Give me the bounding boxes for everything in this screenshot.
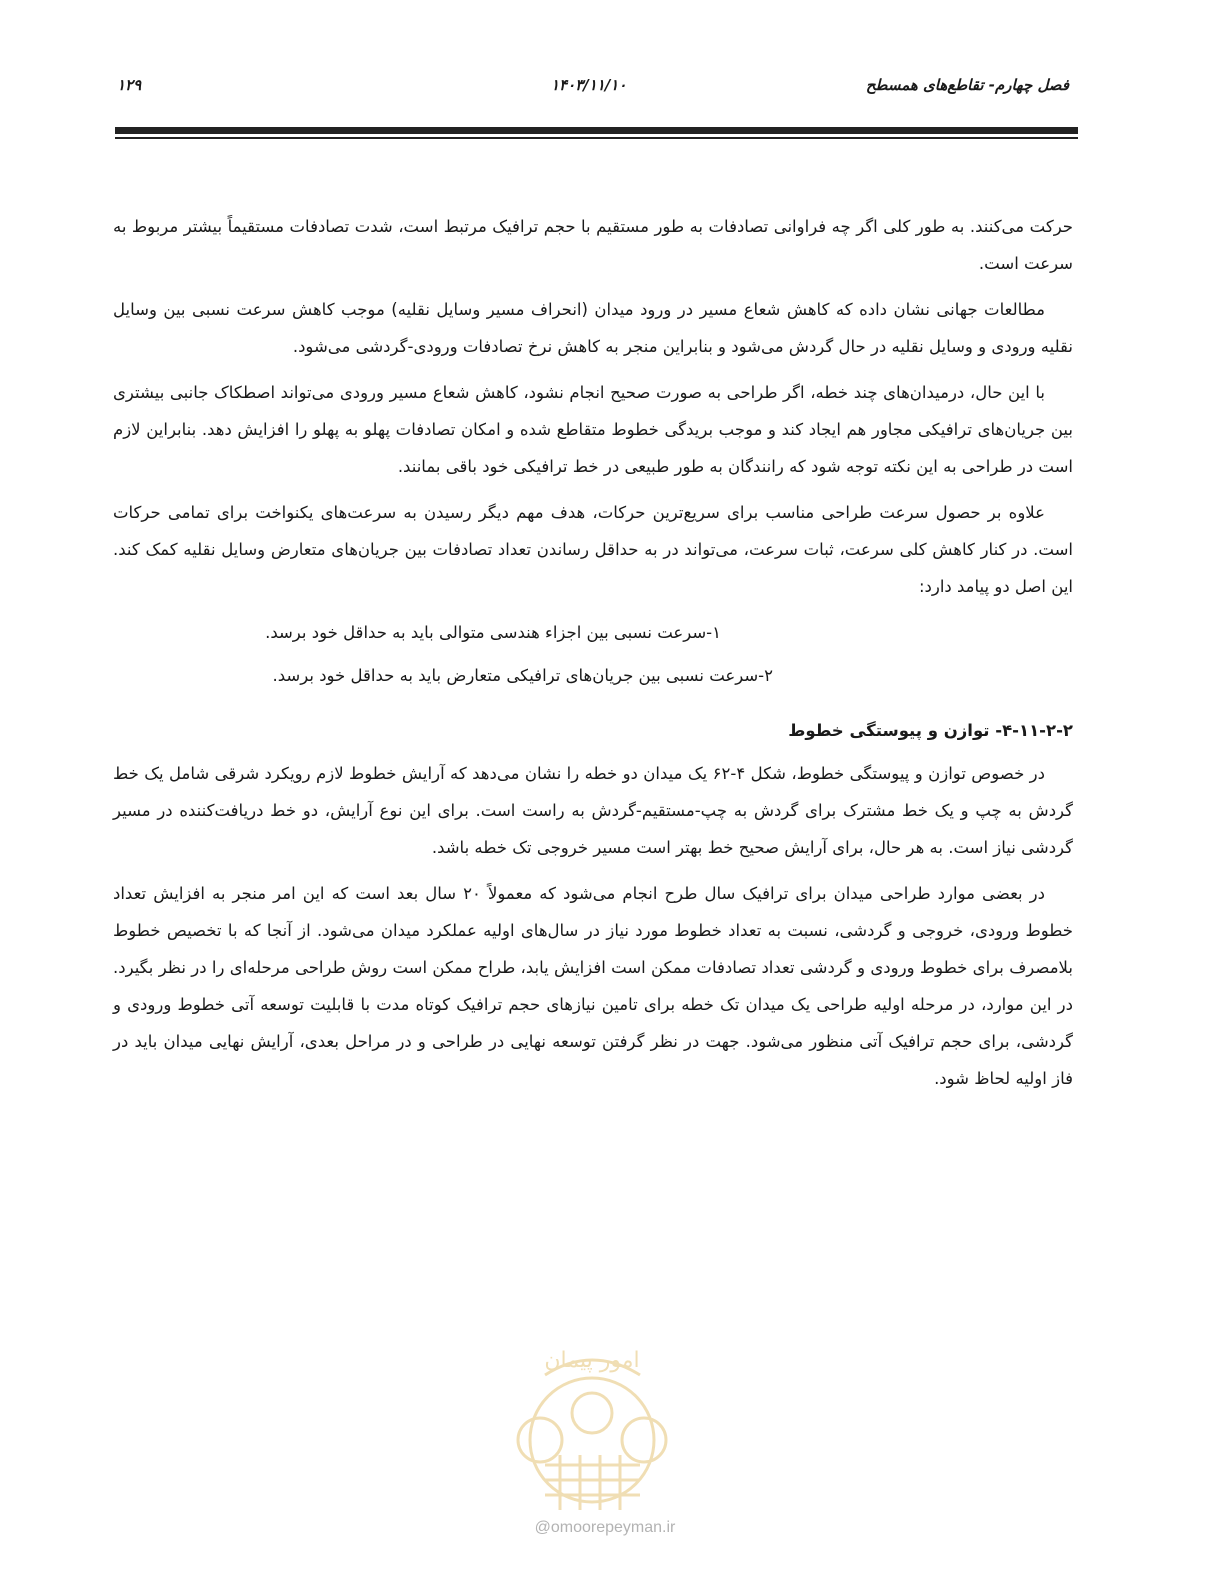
- list-item: ۱-سرعت نسبی بین اجزاء هندسی متوالی باید به حداقل خود برسد.: [265, 623, 721, 642]
- paragraph: حرکت می‌کنند. به طور کلی اگر چه فراوانی تصادفات به طور مستقیم با حجم ترافیک مرتبط است، شدت تصادفات مستقیماً بیشتر مربوط به سرعت است.: [113, 217, 1073, 273]
- header-date: ۱۴۰۳/۱۱/۱۰: [551, 76, 627, 94]
- paragraph: علاوه بر حصول سرعت طراحی مناسب برای سریع‌ترین حرکات، هدف مهم دیگر رسیدن به سرعت‌های یکنواخت برای تمامی حرکات است. در کنار کاهش کلی سرعت، ثبات سرعت، می‌تواند در به حداقل رساندن تعداد تصادفات بین جریان‌های متعارض وسایل نقلیه کمک کند. این اصل دو پیامد دارد:: [113, 503, 1073, 596]
- watermark-url-text: omoorepeyman.ir: [550, 1519, 676, 1536]
- list-item: ۲-سرعت نسبی بین جریان‌های ترافیکی متعارض باید به حداقل خود برسد.: [272, 666, 773, 685]
- page-number: ۱۲۹: [117, 76, 142, 94]
- watermark-logo-text: امور پیمان: [544, 1348, 640, 1373]
- paragraph: با این حال، درمیدان‌های چند خطه، اگر طراحی به صورت صحیح انجام نشود، کاهش شعاع مسیر ورودی می‌تواند اصطکاک جانبی بیشتری بین جریان‌های ترافیکی مجاور هم ایجاد کند و موجب بریدگی خطوط متقاطع شده و امکان تصادفات پهلو به پهلو را افزایش دهد. بنابراین لازم است در طراحی به این نکته توجه شود که رانندگان به طور طبیعی در خط ترافیکی خود باقی بمانند.: [113, 383, 1073, 476]
- header-rule-thick: [115, 127, 1078, 134]
- section-heading: ۴-۱۱-۲-۲- توازن و پیوستگی خطوط: [788, 721, 1073, 740]
- chapter-title: فصل چهارم- تقاطع‌های همسطح: [865, 76, 1069, 94]
- watermark-url: [500, 1519, 710, 1537]
- watermark-logo-icon: [485, 1345, 700, 1530]
- header-rule-thin: [115, 137, 1078, 139]
- at-icon: @: [534, 1519, 551, 1536]
- paragraph: در خصوص توازن و پیوستگی خطوط، شکل ۴-۶۲ یک میدان دو خطه را نشان می‌دهد که آرایش خطوط لازم رویکرد شرقی شامل یک خط گردش به چپ و یک خط مشترک برای گردش به چپ-مستقیم-گردش به راست است. برای این نوع آرایش، دو خط دریافت‌کننده در مسیر گردشی نیاز است. به هر حال، برای آرایش صحیح خط بهتر است مسیر خروجی تک خطه باشد.: [113, 764, 1073, 857]
- paragraph: در بعضی موارد طراحی میدان برای ترافیک سال طرح انجام می‌شود که معمولاً ۲۰ سال بعد است که این امر منجر به افزایش تعداد خطوط ورودی، خروجی و گردشی، نسبت به تعداد خطوط مورد نیاز در سال‌های اولیه عملکرد میدان می‌شود. از آنجا که با تخصیص خطوط بلامصرف برای خطوط ورودی و گردشی تعداد تصادفات ممکن است افزایش یابد، طراح ممکن است روش طراحی مرحله‌ای را در نظر بگیرد. در این موارد، در مرحله اولیه طراحی یک میدان تک خطه برای تامین نیازهای حجم ترافیک کوتاه مدت با قابلیت توسعه آتی خطوط ورودی و گردشی، برای حجم ترافیک آتی منظور می‌شود. جهت در نظر گرفتن توسعه نهایی در طراحی و در مراحل بعدی، آرایش نهایی میدان باید در فاز اولیه لحاظ شود.: [113, 884, 1073, 1088]
- paragraph: مطالعات جهانی نشان داده که کاهش شعاع مسیر در ورود میدان (انحراف مسیر وسایل نقلیه) موجب کاهش سرعت نسبی بین وسایل نقلیه ورودی و وسایل نقلیه در حال گردش می‌شود و بنابراین منجر به کاهش نرخ تصادفات ورودی-گردشی می‌شود.: [113, 300, 1073, 356]
- document-body: [113, 208, 1073, 1106]
- page-header: [115, 70, 1077, 104]
